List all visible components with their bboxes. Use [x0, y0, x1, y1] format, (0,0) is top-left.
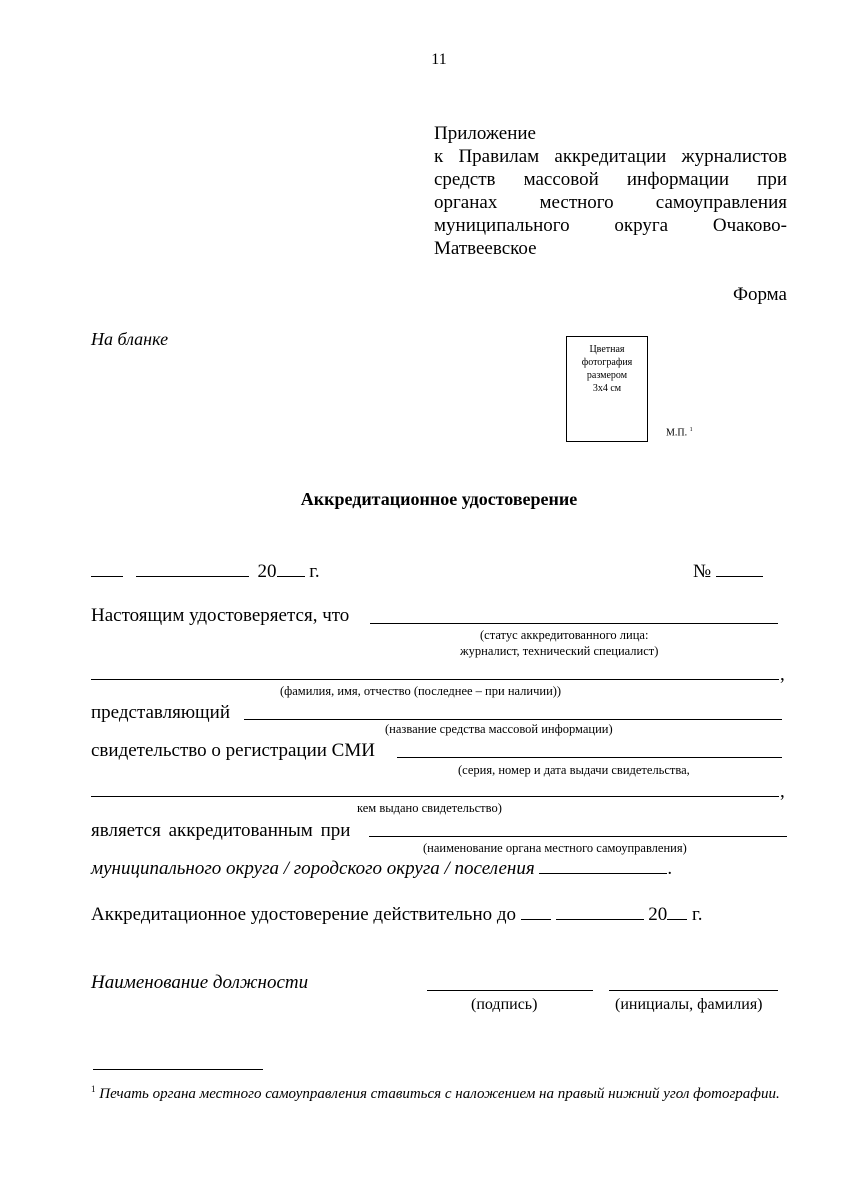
- appendix-line: муниципального округа Очаково-: [434, 215, 787, 236]
- day-blank[interactable]: [91, 561, 123, 577]
- year-suffix: г.: [309, 561, 320, 582]
- footnote: [91, 1078, 786, 1105]
- month-blank[interactable]: [136, 561, 249, 577]
- municipal-text: муниципального округа / городского округа / поселения: [91, 858, 535, 879]
- authority-field[interactable]: [369, 836, 787, 837]
- stamp-footnote-mark: 1: [689, 427, 693, 433]
- registration-caption: (серия, номер и дата выдачи свидетельства,: [458, 763, 690, 777]
- media-name-field[interactable]: [244, 719, 782, 720]
- municipal-line: [91, 858, 672, 880]
- photo-caption-line: Цветная: [589, 344, 625, 355]
- name-caption: (инициалы, фамилия): [615, 996, 763, 1013]
- appendix-line: Матвеевское: [434, 238, 537, 259]
- registration-caption: кем выдано свидетельство): [357, 801, 502, 815]
- authority-caption: (наименование органа местного самоуправления): [423, 841, 687, 855]
- footnote-mark: 1: [91, 1084, 96, 1094]
- signature-field[interactable]: [427, 990, 593, 991]
- status-caption: журналист, технический специалист): [460, 644, 659, 658]
- footnote-separator: [93, 1069, 263, 1070]
- appendix-header: [434, 122, 787, 260]
- stamp-mark: [666, 427, 693, 438]
- comma: ,: [780, 664, 785, 685]
- appendix-line: к Правилам аккредитации журналистов: [434, 146, 787, 167]
- footnote-text: Печать органа местного самоуправления ставиться с наложением на правый нижний угол фотографии.: [99, 1086, 780, 1102]
- media-name-caption: (название средства массовой информации): [385, 722, 613, 736]
- status-field[interactable]: [370, 623, 778, 624]
- validity-line: [91, 904, 702, 926]
- year-blank[interactable]: [277, 561, 305, 577]
- municipal-blank[interactable]: [539, 858, 667, 874]
- fullname-field[interactable]: [91, 679, 779, 680]
- appendix-line: средств массовой информации при: [434, 169, 787, 190]
- number-blank[interactable]: [716, 561, 763, 577]
- photo-caption-line: размером: [586, 370, 628, 381]
- registration-issuer-field[interactable]: [91, 796, 779, 797]
- number-sign: №: [693, 561, 712, 582]
- accredited-label: является аккредитованным при: [91, 820, 351, 841]
- status-caption: (статус аккредитованного лица:: [480, 628, 649, 642]
- period: .: [667, 858, 673, 879]
- validity-year-suffix: г.: [692, 904, 703, 925]
- registration-field[interactable]: [397, 757, 782, 758]
- comma: ,: [780, 781, 785, 802]
- registration-label: свидетельство о регистрации СМИ: [91, 740, 375, 761]
- position-title: Наименование должности: [91, 972, 309, 993]
- document-number: [693, 561, 763, 583]
- on-blank-note: На бланке: [91, 329, 169, 349]
- year-prefix: 20: [257, 561, 277, 582]
- page-number: 11: [431, 51, 447, 68]
- signature-caption: (подпись): [471, 996, 538, 1013]
- fullname-caption: (фамилия, имя, отчество (последнее – при наличии)): [280, 684, 562, 698]
- appendix-line: органах местного самоуправления: [434, 192, 787, 213]
- validity-year-blank[interactable]: [667, 904, 687, 920]
- photo-caption-line: фотография: [581, 357, 633, 368]
- validity-month-blank[interactable]: [556, 904, 644, 920]
- photo-placeholder: [566, 336, 648, 442]
- date-line: [91, 561, 320, 583]
- document-title: Аккредитационное удостоверение: [300, 489, 578, 509]
- form-label: Форма: [732, 284, 787, 305]
- validity-day-blank[interactable]: [521, 904, 551, 920]
- certifies-label: Настоящим удостоверяется, что: [91, 605, 350, 626]
- validity-year-prefix: 20: [648, 904, 668, 925]
- validity-text: Аккредитационное удостоверение действительно до: [91, 904, 517, 925]
- stamp-mark-text: М.П.: [666, 427, 688, 439]
- name-field[interactable]: [609, 990, 778, 991]
- appendix-line: Приложение: [434, 123, 536, 144]
- photo-caption-line: 3х4 см: [592, 383, 622, 394]
- representing-label: представляющий: [91, 702, 231, 723]
